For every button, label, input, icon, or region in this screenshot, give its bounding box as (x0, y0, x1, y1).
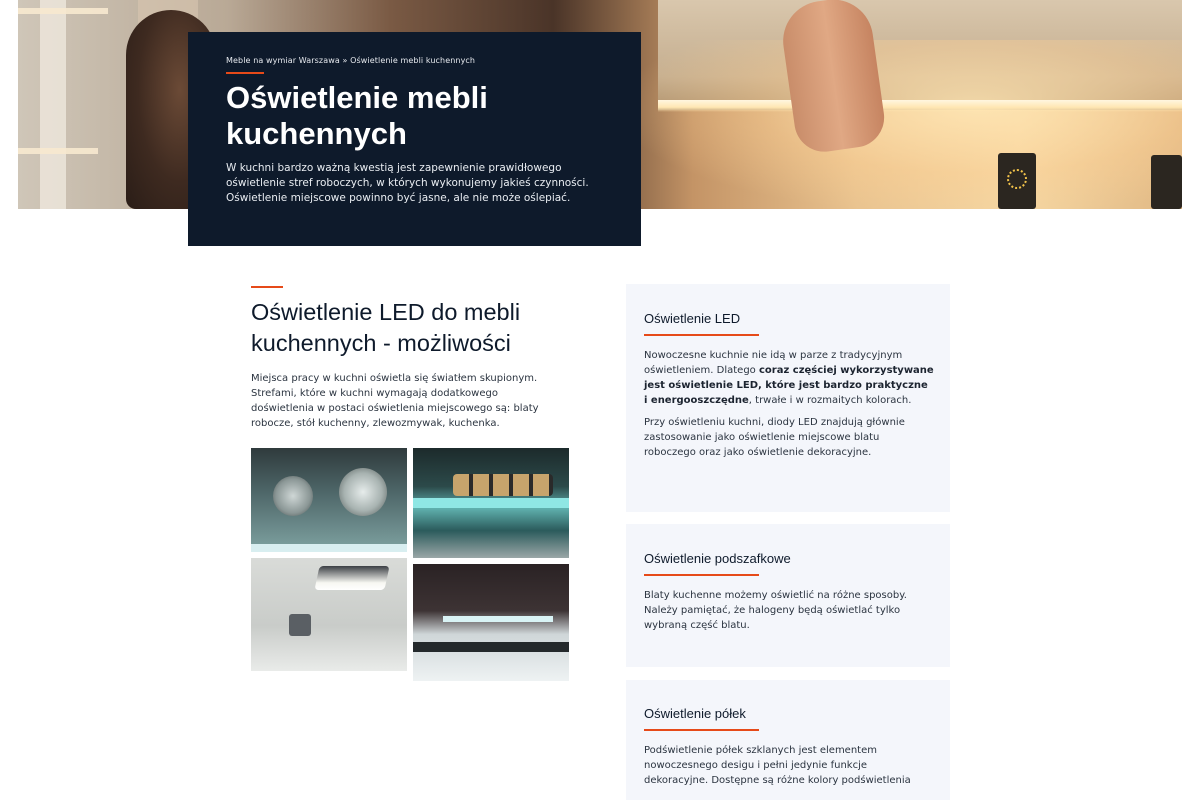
gallery-image-cabinet-lamp[interactable] (251, 558, 407, 671)
gallery-image-shelf-led[interactable] (413, 448, 569, 558)
accent-bar (644, 729, 759, 731)
main-section (251, 286, 571, 431)
info-box-title: Oświetlenie półek (644, 706, 746, 721)
breadcrumb-current: Oświetlenie mebli kuchennych (350, 56, 476, 65)
gallery-image-drawer-led[interactable] (251, 448, 407, 552)
info-box-text: Blaty kuchenne możemy oświetlić na różne sposoby. Należy pamiętać, że halogeny będą oświetlać tylko wybraną część blatu. (644, 590, 907, 631)
hero-description: W kuchni bardzo ważną kwestią jest zapewnienie prawidłowego oświetlenie stref roboczych, w których wykonujemy jakieś czynności. Oświetlenie miejscowe powinno być jasne, ale nie może oślepiać. (226, 162, 589, 204)
accent-bar (644, 574, 759, 576)
accent-bar (226, 72, 264, 74)
breadcrumb-separator: » (339, 56, 351, 65)
breadcrumb-home-link[interactable]: Meble na wymiar Warszawa (226, 56, 340, 65)
info-box-text: Podświetlenie półek szklanych jest elementem nowoczesnego desigu i pełni jedynie funkcje dekoracyjne. Dostępne są różne kolory podświetlenia (644, 745, 911, 786)
hero-shelf (18, 8, 108, 14)
info-box-text: Przy oświetleniu kuchni, diody LED znajdują głównie zastosowanie jako oświetlenie miejscowe blatu roboczego oraz jako oświetlenie dekoracyjne. (644, 417, 905, 458)
info-box-text-part: , trwałe i w rozmaitych kolorach. (748, 395, 912, 406)
section-title (251, 297, 571, 359)
accent-bar (251, 286, 283, 288)
page-title-line: kuchennych (226, 116, 407, 151)
image-gallery (251, 448, 569, 681)
info-box-shelves (626, 680, 950, 800)
info-box-text-bold: coraz częściej wykorzystywane jest oświetlenie LED, które jest bardzo praktyczne i energooszczędne (644, 365, 934, 406)
hero-wall-socket (1151, 155, 1182, 209)
section-title-line: Oświetlenie LED do mebli (251, 299, 521, 325)
info-box-title: Oświetlenie podszafkowe (644, 551, 791, 566)
hero-light-glow (638, 40, 1182, 209)
info-box-text (644, 348, 934, 408)
page-title-line: Oświetlenie mebli (226, 80, 488, 115)
accent-bar (644, 334, 759, 336)
breadcrumb (226, 56, 603, 65)
hero-wall-socket (998, 153, 1036, 209)
gallery-image-kitchen-counter[interactable] (413, 564, 569, 681)
hero-shelf-post (40, 0, 66, 209)
section-title-line: kuchennych - możliwości (251, 330, 511, 356)
info-box-title: Oświetlenie LED (644, 311, 741, 326)
info-box-led (626, 284, 950, 512)
info-box-text-part: Nowoczesne kuchnie nie idą w parze z tradycyjnym oświetleniem. Dlatego (644, 350, 903, 376)
hero-led-strip (658, 100, 1182, 112)
section-text: Miejsca pracy w kuchni oświetla się światłem skupionym. Strefami, które w kuchni wymagają dodatkowego doświetlenia w postaci oświetlenia miejscowego są: blaty robocze, stół kuchenny, zlewozmywak, kuchenka. (251, 373, 539, 429)
page-title (226, 80, 603, 152)
info-box-under-cabinet (626, 524, 950, 667)
hero-shelf (18, 148, 98, 154)
hero-card (188, 32, 641, 246)
